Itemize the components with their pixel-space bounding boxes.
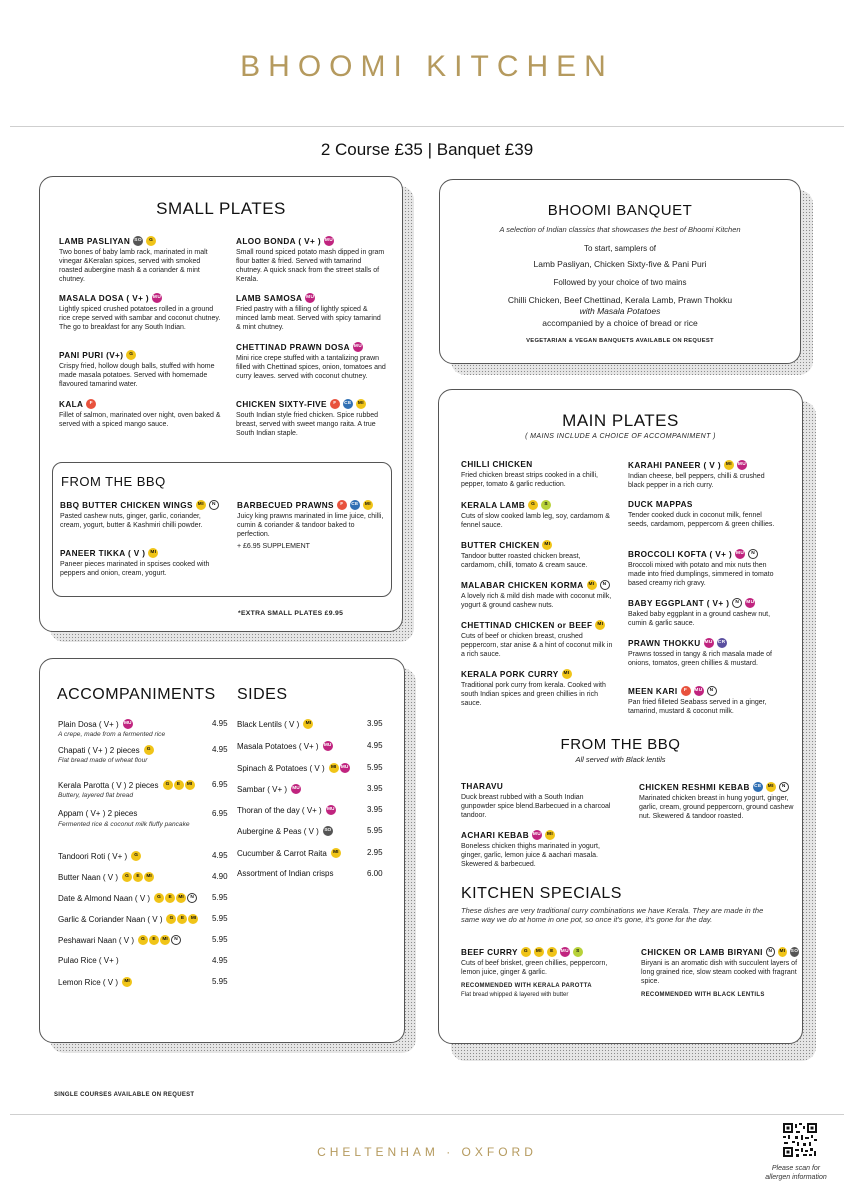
item-price: 6.00 <box>367 869 383 878</box>
item-name: Peshawari Naan ( V ) <box>58 935 135 945</box>
item-desc: Marinated chicken breast in hung yogurt, ginger, garlic, cream, ground peppercorn, ground cashew nut. Skewered & tandoor roasted. <box>639 795 794 820</box>
item-name: Date & Almond Naan ( V ) <box>58 893 151 903</box>
item-name: Tandoori Roti ( V+ ) <box>58 851 128 861</box>
allergen-g-icon: G <box>144 745 154 755</box>
item-desc: Mini rice crepe stuffed with a tantalizing prawn filled with Chettinad spices, onion, tomatoes and curry leaves. served with coconut chutney. <box>236 355 386 380</box>
item-desc: Fried chicken breast strips cooked in a chilli, pepper, tomato & garlic reduction. <box>461 472 598 488</box>
allergen-g-icon: G <box>122 872 132 882</box>
item-name: Pulao Rice ( V+ ) <box>58 956 119 965</box>
item-name: CHETTINAD PRAWN DOSA <box>236 342 350 352</box>
item-name: CHICKEN SIXTY-FIVE <box>236 399 327 409</box>
menu-item <box>461 460 611 489</box>
item-name: Butter Naan ( V ) <box>58 872 119 882</box>
allergen-mu-icon: MU <box>324 236 334 246</box>
menu-item <box>628 638 783 668</box>
item-name: CHICKEN OR LAMB BIRYANI <box>641 947 763 957</box>
menu-item <box>60 548 220 578</box>
allergen-g-icon: G <box>166 914 176 924</box>
banquet-title: BHOOMI BANQUET <box>547 202 693 219</box>
allergen-e-icon: E <box>165 893 175 903</box>
item-price: 4.95 <box>212 745 228 754</box>
allergen-g-icon: G <box>528 500 538 510</box>
banquet-subtitle: A selection of Indian classics that showcases the best of Bhoomi Kitchen <box>499 225 741 234</box>
item-price: 3.95 <box>367 805 383 814</box>
banquet-line: Chilli Chicken, Beef Chettinad, Kerala Lamb, Prawn Thokku <box>507 295 733 305</box>
item-desc: Cuts of slow cooked lamb leg, soy, cardamom & fennel sauce. <box>461 513 610 529</box>
allergen-mi-icon: MI <box>542 540 552 550</box>
item-name: Garlic & Coriander Naan ( V ) <box>58 914 163 924</box>
bbq-title: FROM THE BBQ <box>560 736 681 753</box>
item-price: 6.95 <box>212 809 228 818</box>
banquet-line: To start, samplers of <box>583 244 657 253</box>
accompaniment-item <box>58 780 195 790</box>
item-name: Aubergine & Peas ( V ) <box>237 826 319 836</box>
main-title: MAIN PLATES <box>562 411 679 430</box>
item-desc: Tender cooked duck in coconut milk, fennel seeds, cardamom, peppercorn & green chillies. <box>628 512 775 528</box>
allergen-mu-icon: MU <box>694 686 704 696</box>
item-desc: Pan fried filleted Seabass served in a ginger, tamarind, mustard & coconut milk. <box>628 699 767 715</box>
item-price: 5.95 <box>212 893 228 902</box>
menu-item <box>59 350 224 389</box>
menu-item <box>236 342 386 381</box>
item-desc: Duck breast rubbed with a South Indian gunpowder spice blend.Barbecued in a charcoal tandoor. <box>461 794 611 819</box>
item-desc: Broccoli mixed with potato and mix nuts then made into fried dumplings, simmered in tomato based creamy rich gravy. <box>628 562 774 587</box>
main-subtitle: ( MAINS INCLUDE A CHOICE OF ACCOMPANIMENT ) <box>525 433 716 440</box>
item-name: BUTTER CHICKEN <box>461 540 540 550</box>
allergen-mu-icon: MU <box>340 763 350 773</box>
menu-item <box>641 947 799 998</box>
allergen-mu-icon: MU <box>353 342 363 352</box>
menu-item <box>236 293 386 332</box>
item-price: 5.95 <box>212 977 228 986</box>
allergen-mi-icon: MI <box>356 399 366 409</box>
menu-item <box>628 549 783 588</box>
bottom-divider <box>10 1114 844 1115</box>
item-name: MALABAR CHICKEN KORMA <box>461 580 584 590</box>
allergen-n-icon: N <box>766 947 775 957</box>
allergen-mi-icon: MI <box>778 947 787 957</box>
item-name: Assortment of Indian crisps <box>237 869 334 878</box>
menu-item <box>628 460 778 490</box>
item-name: Kerala Parotta ( V ) 2 pieces <box>58 780 159 790</box>
item-name: Cucumber & Carrot Raita <box>237 848 327 858</box>
allergen-mu-icon: MU <box>305 293 315 303</box>
allergen-g-icon: G <box>521 947 531 957</box>
side-item <box>237 719 313 729</box>
item-name: CHILLI CHICKEN <box>461 460 533 469</box>
item-name: Plain Dosa ( V+ ) <box>58 719 119 729</box>
item-subtitle: Flat bread made of wheat flour <box>58 757 148 764</box>
specials-intro: These dishes are very traditional curry combinations we have Kerala. They are made in the same way we do at home in one pot, so once it's gone, it's gone for the day. <box>461 906 764 924</box>
single-courses-note: SINGLE COURSES AVAILABLE ON REQUEST <box>54 1092 195 1098</box>
item-desc: Baked baby eggplant in a ground cashew nut, cumin & garlic sauce. <box>628 611 771 627</box>
allergen-mu-icon: MU <box>745 598 755 608</box>
allergen-mu-icon: MU <box>704 638 714 648</box>
allergen-mi-icon: MI <box>176 893 186 903</box>
menu-item <box>236 236 386 284</box>
allergen-n-icon: N <box>748 549 758 559</box>
allergen-g-icon: G <box>131 851 141 861</box>
allergen-mu-icon: MU <box>560 947 570 957</box>
item-desc: Juicy king prawns marinated in lime juice, chilli, cumin & coriander & tandoor baked to perfection. <box>237 513 384 538</box>
recommendation: RECOMMENDED WITH BLACK LENTILS <box>641 992 765 998</box>
allergen-mi-icon: MI <box>595 620 605 630</box>
allergen-mi-icon: MI <box>562 669 572 679</box>
allergen-mi-icon: MI <box>363 500 373 510</box>
banquet-line: Followed by your choice of two mains <box>553 278 687 287</box>
item-name: PANEER TIKKA ( V ) <box>60 548 146 558</box>
allergen-n-icon: N <box>707 686 717 696</box>
item-price: 4.95 <box>212 851 228 860</box>
accompaniment-item <box>58 745 154 755</box>
item-name: BBQ BUTTER CHICKEN WINGS <box>60 500 193 510</box>
item-price: 4.95 <box>367 741 383 750</box>
allergen-mi-icon: MI <box>144 872 154 882</box>
accompaniment-item <box>58 719 133 729</box>
item-desc: Small round spiced potato mash dipped in gram flour batter & fried. Served with tamarind chutney. A quick snack from the street stalls of Kerala. <box>236 249 385 283</box>
item-price: 4.95 <box>212 956 228 965</box>
allergen-n-icon: N <box>171 935 181 945</box>
allergen-ce-icon: CE <box>753 782 763 792</box>
item-price: 4.95 <box>212 719 228 728</box>
item-desc: Fillet of salmon, marinated over night, oven baked & served with a spiced mango sauce. <box>59 412 221 428</box>
item-name: BARBECUED PRAWNS <box>237 500 334 510</box>
allergen-mu-icon: MU <box>291 784 301 794</box>
menu-item <box>628 686 788 716</box>
allergen-mi-icon: MI <box>545 830 555 840</box>
allergen-mu-icon: MU <box>123 719 133 729</box>
main-plates-card <box>438 389 803 1044</box>
item-price: 4.90 <box>212 872 228 881</box>
item-name: MASALA DOSA ( V+ ) <box>59 293 150 303</box>
item-price: 5.95 <box>212 935 228 944</box>
qr-note-line: Please scan for <box>771 1165 821 1172</box>
allergen-mi-icon: MI <box>329 763 339 773</box>
allergen-e-icon: E <box>547 947 557 957</box>
menu-item <box>628 500 778 529</box>
bbq-title: FROM THE BBQ <box>61 474 166 489</box>
item-price: 5.95 <box>212 914 228 923</box>
allergen-mu-icon: MU <box>735 549 745 559</box>
item-name: Spinach & Potatoes ( V ) <box>237 763 325 773</box>
menu-item <box>461 669 611 708</box>
locations: CHELTENHAM · OXFORD <box>317 1145 537 1159</box>
item-name: Thoran of the day ( V+ ) <box>237 805 322 815</box>
item-subtitle: A crepe, made from a fermented rice <box>58 731 166 738</box>
accompaniments-title: ACCOMPANIMENTS <box>57 686 216 703</box>
item-name: PANI PURI (V+) <box>59 350 124 360</box>
allergen-n-icon: N <box>600 580 610 590</box>
allergen-mi-icon: MI <box>160 935 170 945</box>
menu-item <box>59 236 224 284</box>
allergen-f-icon: F <box>330 399 340 409</box>
menu-item <box>639 782 794 821</box>
allergen-g-icon: G <box>126 350 136 360</box>
allergen-s-icon: S <box>573 947 583 957</box>
side-item <box>237 741 333 751</box>
allergen-g-icon: G <box>163 780 173 790</box>
qr-note-line: allergen information <box>765 1174 827 1181</box>
item-name: KALA <box>59 399 84 409</box>
item-desc: Cuts of beef or chicken breast, crushed peppercorn, star anise & a hint of coconut milk in a rich sauce. <box>461 633 613 658</box>
item-name: Lemon Rice ( V ) <box>58 977 119 987</box>
side-item <box>237 763 350 773</box>
allergen-mi-icon: MI <box>303 719 313 729</box>
allergen-g-icon: G <box>146 236 156 246</box>
item-name: PRAWN THOKKU <box>628 638 701 648</box>
allergen-ce-icon: CE <box>343 399 353 409</box>
recommendation-note: Flat bread whipped & layered with butter <box>461 992 569 998</box>
allergen-s-icon: S <box>541 500 551 510</box>
item-name: KERALA LAMB <box>461 500 526 510</box>
item-name: KARAHI PANEER ( V ) <box>628 460 721 470</box>
allergen-so-icon: SO <box>133 236 143 246</box>
allergen-e-icon: E <box>149 935 159 945</box>
accompaniment-item <box>58 893 197 903</box>
menu-item <box>461 540 611 570</box>
item-price: 3.95 <box>367 784 383 793</box>
item-name: LAMB PASLIYAN <box>59 236 131 246</box>
allergen-mi-icon: MI <box>331 848 341 858</box>
allergen-mu-icon: MU <box>152 293 162 303</box>
allergen-mi-icon: MI <box>196 500 206 510</box>
banquet-line: with Masala Potatoes <box>579 306 661 316</box>
item-desc: Tandoor butter roasted chicken breast, cardamom, chilli, tomato & cream sauce. <box>461 553 588 569</box>
allergen-cr-icon: CR <box>717 638 727 648</box>
menu-item <box>60 500 220 530</box>
menu-item <box>628 598 783 628</box>
banquet-line: accompanied by a choice of bread or rice <box>542 318 698 328</box>
pricing-line: 2 Course £35 | Banquet £39 <box>320 140 534 159</box>
item-name: Chapati ( V+ ) 2 pieces <box>58 745 140 755</box>
accompaniment-item <box>58 809 140 818</box>
section-title: SMALL PLATES <box>156 199 286 218</box>
item-name: THARAVU <box>461 782 504 791</box>
allergen-mu-icon: MU <box>326 805 336 815</box>
qr-code-icon[interactable] <box>782 1122 818 1158</box>
item-desc: Pasted cashew nuts, ginger, garlic, coriander, cream, yogurt, butter & Kashmiri chilli powder. <box>60 513 203 529</box>
allergen-n-icon: N <box>779 782 789 792</box>
menu-item <box>236 399 386 438</box>
brand-title: BHOOMI KITCHEN <box>240 50 614 83</box>
item-name: CHETTINAD CHICKEN or BEEF <box>461 620 593 630</box>
specials-title: KITCHEN SPECIALS <box>461 885 622 902</box>
accompaniment-item <box>58 872 154 882</box>
menu-item <box>59 293 224 332</box>
item-name: BEEF CURRY <box>461 947 518 957</box>
item-desc: Traditional pork curry from kerala. Cooked with south Indian spices and green chillies in rich sauce. <box>461 682 606 707</box>
item-price: 3.95 <box>367 719 383 728</box>
small-plates-card <box>39 176 403 632</box>
allergen-n-icon: N <box>187 893 197 903</box>
item-name: CHICKEN RESHMI KEBAB <box>639 782 750 792</box>
menu-item <box>59 399 224 429</box>
item-name: Appam ( V+ ) 2 pieces <box>58 809 138 818</box>
supplement-note: + £6.95 SUPPLEMENT <box>237 543 310 550</box>
allergen-ce-icon: CE <box>350 500 360 510</box>
item-desc: Crispy fried, hollow dough balls, stuffed with home made masala potatoes. Served with homemade flavoured tamarind water. <box>59 363 215 388</box>
item-desc: Prawns tossed in tangy & rich masala made of onions, tomatos, green chillies & mustard. <box>628 651 772 667</box>
item-subtitle: Buttery, layered flat bread <box>58 792 134 799</box>
allergen-e-icon: E <box>177 914 187 924</box>
allergen-mi-icon: MI <box>724 460 734 470</box>
allergen-e-icon: E <box>174 780 184 790</box>
item-name: Masala Potatoes ( V+ ) <box>237 741 319 751</box>
accompaniment-item <box>58 935 181 945</box>
item-name: Sambar ( V+ ) <box>237 784 288 794</box>
item-price: 2.95 <box>367 848 383 857</box>
side-item <box>237 848 341 858</box>
allergen-mi-icon: MI <box>534 947 544 957</box>
item-price: 5.95 <box>367 826 383 835</box>
side-item <box>237 826 333 836</box>
allergen-mi-icon: MI <box>766 782 776 792</box>
allergen-g-icon: G <box>138 935 148 945</box>
accompaniment-item <box>58 977 132 987</box>
side-item <box>237 805 336 815</box>
top-divider <box>10 126 844 127</box>
item-desc: Lightly spiced crushed potatoes rolled in a ground rice crepe served with sambar and coconut chutney. The go to breakfast for any South Indian. <box>59 306 221 331</box>
menu-item <box>461 830 616 869</box>
item-name: Black Lentils ( V ) <box>237 719 300 729</box>
item-desc: Indian cheese, bell peppers, chilli & crushed black pepper in a rich curry. <box>628 473 765 489</box>
allergen-f-icon: F <box>86 399 96 409</box>
allergen-mi-icon: MI <box>587 580 597 590</box>
accompaniment-item <box>58 851 141 861</box>
menu-item <box>461 782 616 820</box>
side-item <box>237 869 336 878</box>
menu-item <box>461 500 611 530</box>
sides-title: SIDES <box>237 686 288 703</box>
item-name: BROCCOLI KOFTA ( V+ ) <box>628 549 733 559</box>
item-name: ALOO BONDA ( V+ ) <box>236 236 321 246</box>
allergen-mi-icon: MI <box>122 977 132 987</box>
item-name: KERALA PORK CURRY <box>461 669 559 679</box>
banquet-line: Lamb Pasliyan, Chicken Sixty-five & Pani Puri <box>533 259 707 269</box>
allergen-mi-icon: MI <box>188 914 198 924</box>
item-name: ACHARI KEBAB <box>461 830 530 840</box>
allergen-mi-icon: MI <box>148 548 158 558</box>
item-desc: South Indian style fried chicken. Spice rubbed breast, served with sweet mango raita. A true South Indian staple. <box>236 412 379 437</box>
accompaniment-item <box>58 956 122 965</box>
banquet-card <box>439 179 801 364</box>
item-desc: Paneer pieces marinated in spcises cooked with peppers and onion, cream, yogurt. <box>60 561 210 577</box>
item-desc: A lovely rich & mild dish made with coconut milk, yogurt & ground cashew nuts. <box>461 593 612 609</box>
allergen-g-icon: G <box>154 893 164 903</box>
allergen-e-icon: E <box>133 872 143 882</box>
accompaniments-card <box>39 658 405 1043</box>
banquet-note: VEGETARIAN & VEGAN BANQUETS AVAILABLE ON REQUEST <box>526 338 714 344</box>
item-name: DUCK MAPPAS <box>628 500 693 509</box>
allergen-mu-icon: MU <box>323 741 333 751</box>
allergen-mi-icon: MI <box>185 780 195 790</box>
bbq-subtitle: All served with Black lentils <box>575 755 666 764</box>
allergen-n-icon: N <box>732 598 742 608</box>
item-desc: Fried pastry with a filling of lightly spiced & minced lamb meat. Served with spicy tamarind & mint chutney. <box>236 306 381 331</box>
menu-item <box>461 580 621 610</box>
item-name: LAMB SAMOSA <box>236 293 303 303</box>
menu-item <box>461 947 621 1000</box>
allergen-f-icon: F <box>681 686 691 696</box>
allergen-so-icon: SO <box>790 947 799 957</box>
item-desc: Cuts of beef brisket, green chillies, peppercorn, lemon juice, ginger & garlic. <box>461 960 608 976</box>
menu-item <box>237 500 387 551</box>
allergen-f-icon: F <box>337 500 347 510</box>
qr-note <box>748 1164 844 1182</box>
item-desc: Biryani is an aromatic dish with succulent layers of long grained rice, slow steam cooked with fragrant spice. <box>641 960 798 985</box>
item-price: 6.95 <box>212 780 228 789</box>
menu-item <box>461 620 616 659</box>
item-subtitle: Fermented rice & coconut milk fluffy pancake <box>58 821 190 828</box>
item-name: BABY EGGPLANT ( V+ ) <box>628 598 730 608</box>
accompaniment-item <box>58 914 198 924</box>
item-price: 5.95 <box>367 763 383 772</box>
item-desc: Boneless chicken thighs marinated in yogurt, ginger, garlic, lemon juice & aachari masala. Skewered & barbecued. <box>461 843 600 868</box>
recommendation: RECOMMENDED WITH KERALA PAROTTA <box>461 983 592 989</box>
allergen-n-icon: N <box>209 500 219 510</box>
item-name: MEEN KARI <box>628 686 678 696</box>
allergen-so-icon: SO <box>323 826 333 836</box>
allergen-mu-icon: MU <box>532 830 542 840</box>
side-item <box>237 784 301 794</box>
item-desc: Two bones of baby lamb rack, marinated in malt vinegar &Keralan spices, served with smoked roasted aubergine mash & a coriander & mint chutney. <box>59 249 208 283</box>
allergen-mu-icon: MU <box>737 460 747 470</box>
bbq-box <box>52 462 392 597</box>
extra-small-plates: *EXTRA SMALL PLATES £9.95 <box>238 610 344 617</box>
